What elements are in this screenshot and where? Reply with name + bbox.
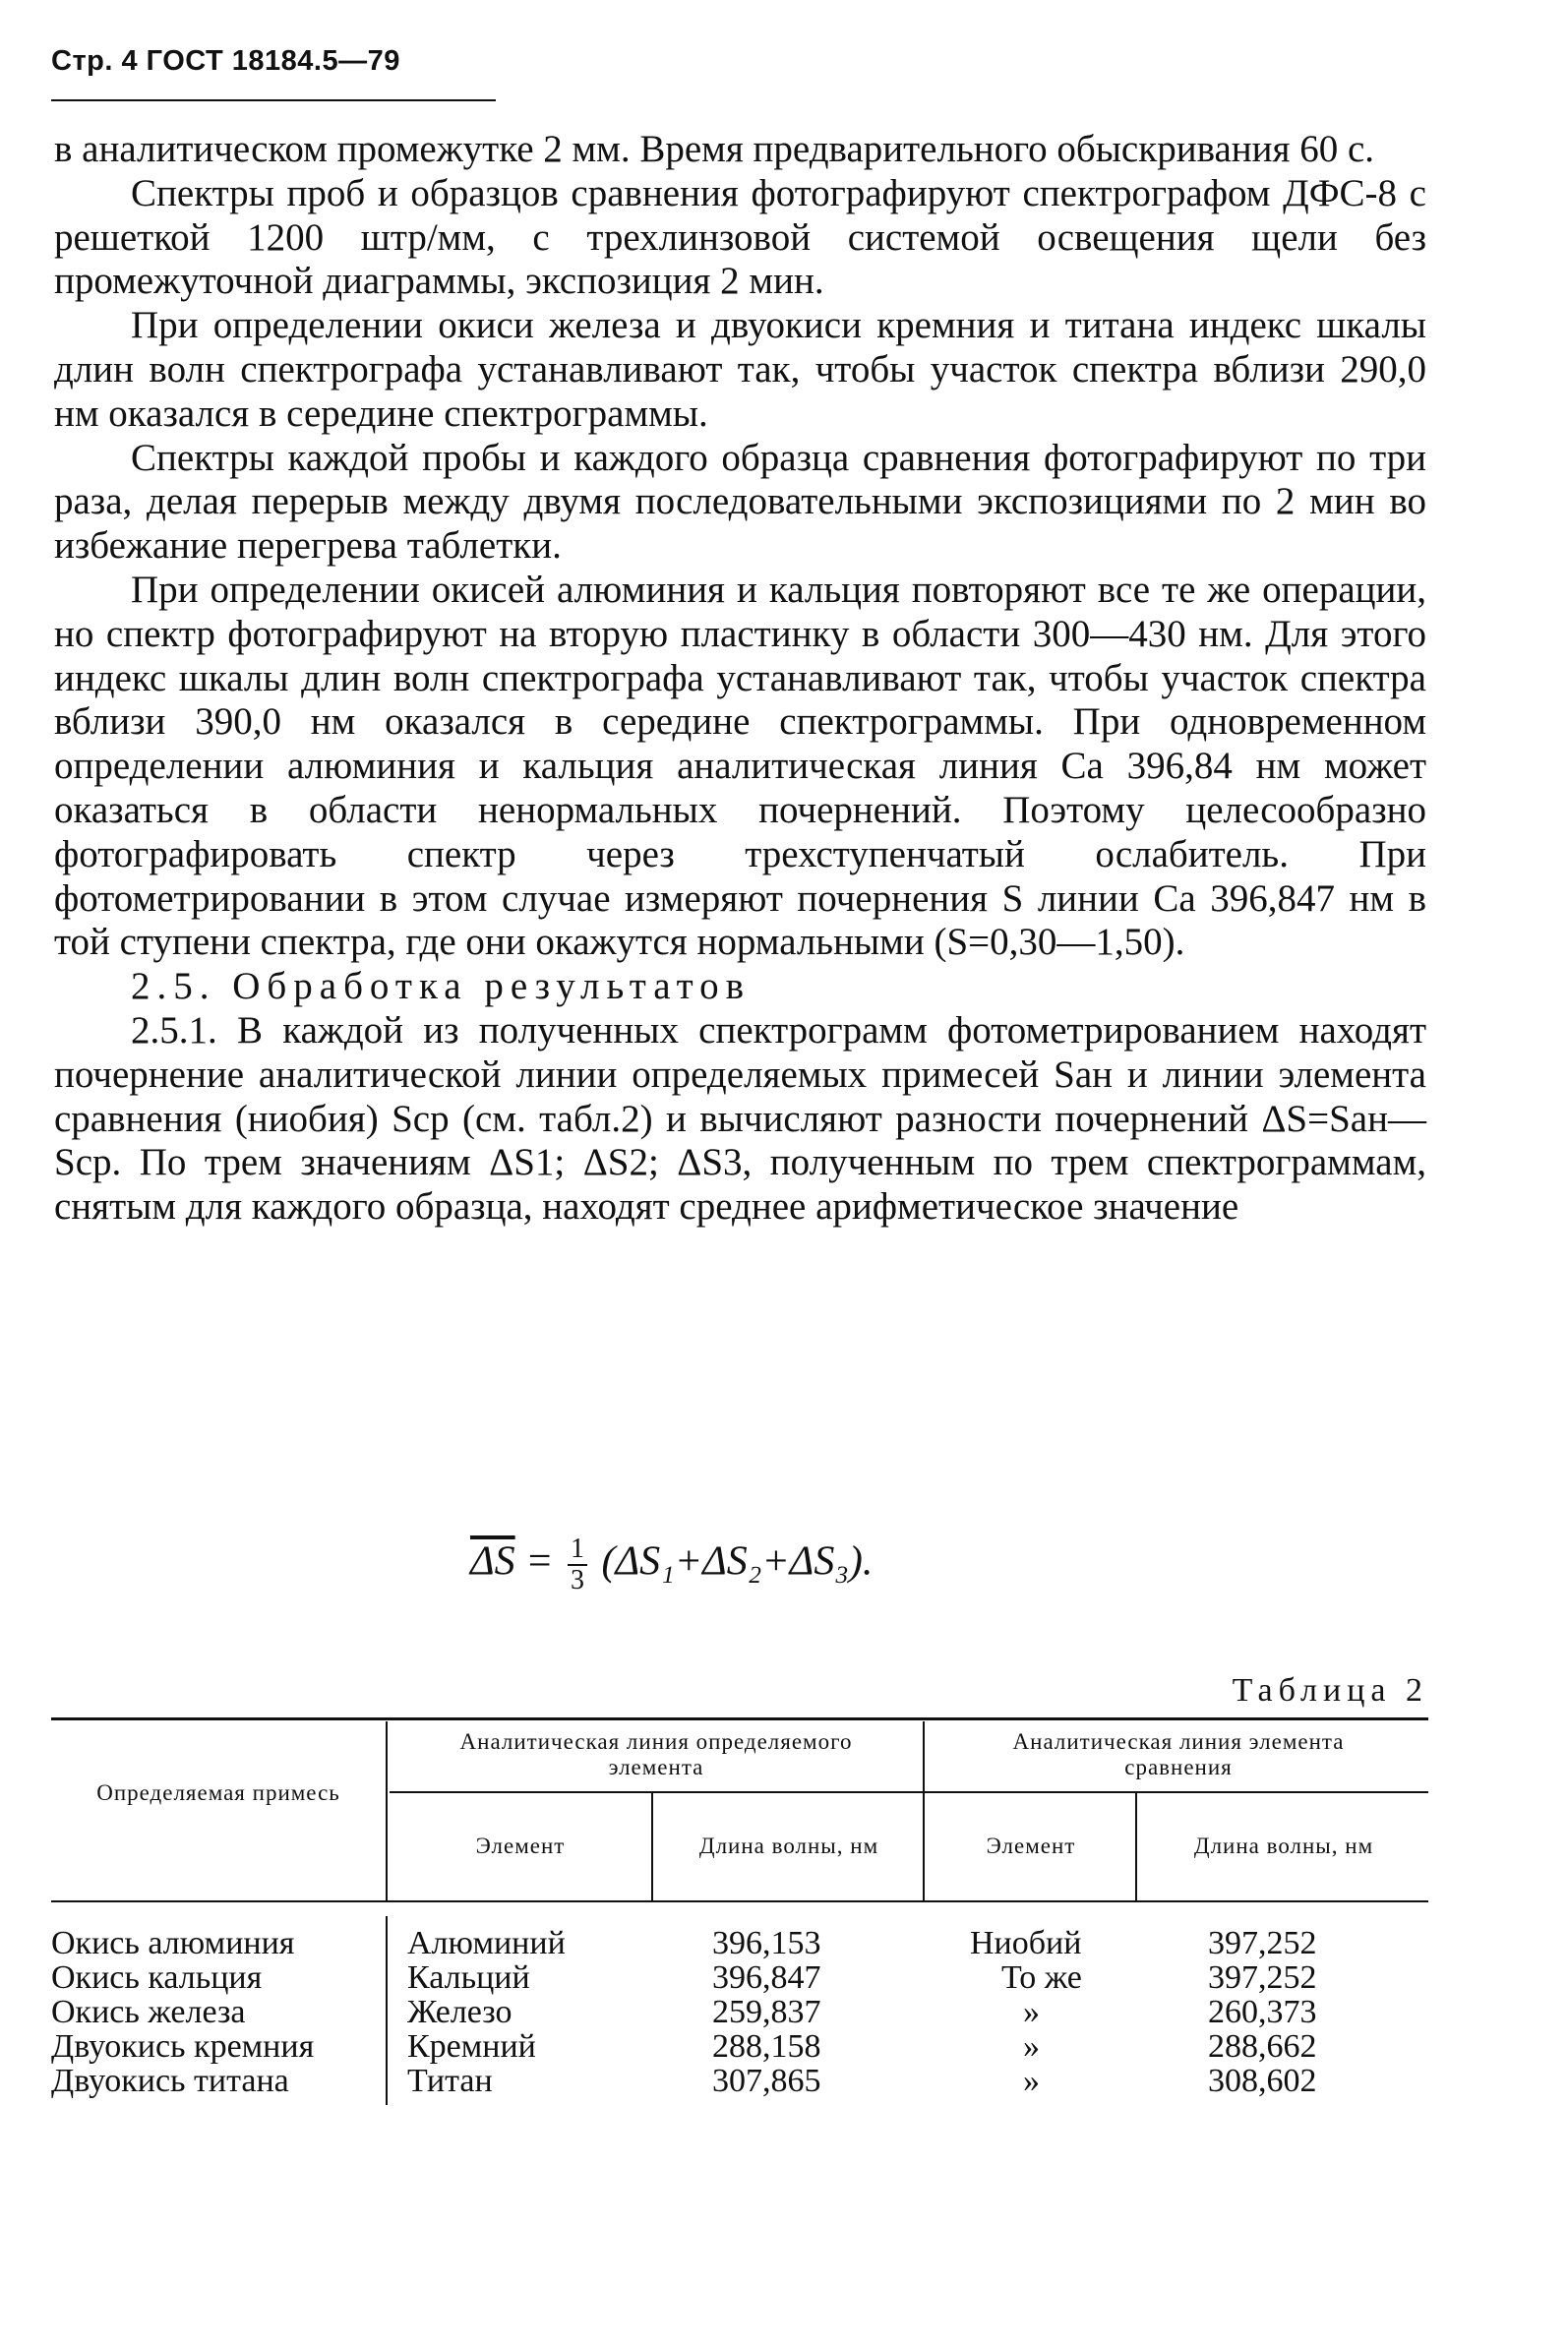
table-top-rule bbox=[51, 1717, 1428, 1720]
table-vrule-2 bbox=[651, 1792, 653, 1900]
mean-formula bbox=[470, 1534, 873, 1595]
table-vrule-4 bbox=[1135, 1792, 1137, 1900]
fraction-numerator: 1 bbox=[568, 1534, 587, 1566]
row2-ref-wavelength: 397,252 bbox=[1208, 1959, 1317, 1996]
header-rule bbox=[51, 99, 496, 101]
row4-wavelength: 288,158 bbox=[712, 2028, 821, 2065]
paragraph-7: 2.5.1. В каждой из полученных спектрограмм фотометрированием находят почернение аналитической линии определяемых примесей Sан и линии элемента сравнения (ниобия) Sср (см. табл.2) и вычисляют разности почернений ΔS=Sан—Sср. По трем значениям ΔS1; ΔS2; ΔS3, полученным по трем спектрограммам, снятым для каждого образца, находят среднее арифметическое значение bbox=[54, 1008, 1426, 1229]
row2-impurity: Окись кальция bbox=[51, 1959, 263, 1996]
table-subheader-rule bbox=[390, 1791, 1428, 1793]
row4-ref-element: » bbox=[1023, 2028, 1040, 2065]
row3-impurity: Окись железа bbox=[51, 1994, 246, 2030]
data-table bbox=[51, 1717, 1428, 2268]
row3-wavelength: 259,837 bbox=[712, 1994, 821, 2030]
row3-ref-wavelength: 260,373 bbox=[1208, 1994, 1317, 2030]
table-vrule-1 bbox=[386, 1721, 388, 1900]
paragraph-3: При определении окиси железа и двуокиси кремния и титана индекс шкалы длин волн спектрографа устанавливают так, чтобы участок спектра вблизи 290,0 нм оказался в середине спектрограммы. bbox=[54, 304, 1426, 435]
row3-element: Железо bbox=[407, 1994, 513, 2030]
row4-ref-wavelength: 288,662 bbox=[1208, 2028, 1317, 2065]
formula-lhs: $\overline{\Delta S}$ bbox=[470, 1538, 515, 1585]
row1-element: Алюминий bbox=[407, 1925, 566, 1961]
fraction-denominator: 3 bbox=[571, 1565, 584, 1595]
row5-element: Титан bbox=[407, 2063, 493, 2099]
formula-rhs: (ΔS₁+ΔS₂+ΔS₃). bbox=[601, 1538, 874, 1585]
row5-ref-element: » bbox=[1023, 2063, 1040, 2099]
formula-fraction bbox=[568, 1534, 587, 1595]
row4-impurity: Двуокись кремния bbox=[51, 2028, 315, 2065]
header-reference-group: Аналитическая линия элемента сравнения bbox=[1012, 1729, 1345, 1779]
page-header: Стр. 4 ГОСТ 18184.5—79 bbox=[51, 45, 400, 77]
paragraph-1: в аналитическом промежутке 2 мм. Время предварительного обыскривания 60 с. bbox=[54, 128, 1375, 170]
row3-ref-element: » bbox=[1023, 1994, 1040, 2030]
row1-impurity: Окись алюминия bbox=[51, 1925, 295, 1961]
table-header-bottom-rule bbox=[51, 1900, 1428, 1902]
header-impurity: Определяемая примесь bbox=[96, 1780, 340, 1805]
row5-wavelength: 307,865 bbox=[712, 2063, 821, 2099]
table-caption: Таблица 2 bbox=[1232, 1672, 1428, 1709]
row1-ref-element: Ниобий bbox=[970, 1925, 1082, 1961]
row2-ref-element: То же bbox=[1001, 1959, 1082, 1996]
row1-wavelength: 396,153 bbox=[712, 1925, 821, 1961]
paragraph-2: Спектры проб и образцов сравнения фотографируют спектрографом ДФС-8 с решеткой 1200 штр/мм, с трехлинзовой системой освещения щели без промежуточной диаграммы, экспозиция 2 мин. bbox=[54, 171, 1426, 303]
header-wavelength: Длина волны, нм bbox=[698, 1834, 879, 1858]
row2-wavelength: 396,847 bbox=[712, 1959, 821, 1996]
formula-equals: = bbox=[525, 1538, 554, 1585]
body-text bbox=[54, 128, 1426, 1230]
header-ref-element: Элемент bbox=[986, 1834, 1076, 1858]
header-ref-wavelength: Длина волны, нм bbox=[1193, 1834, 1374, 1858]
table-vrule-1-body bbox=[386, 1916, 388, 2105]
header-element: Элемент bbox=[475, 1834, 566, 1858]
paragraph-4: Спектры каждой пробы и каждого образца сравнения фотографируют по три раза, делая перерыв между двумя последовательными экспозициями по 2 мин во избежание перегрева таблетки. bbox=[54, 436, 1426, 568]
row4-element: Кремний bbox=[407, 2028, 536, 2065]
row2-element: Кальций bbox=[407, 1959, 530, 1996]
row1-ref-wavelength: 397,252 bbox=[1208, 1925, 1317, 1961]
table-vrule-3 bbox=[923, 1721, 925, 1900]
row5-impurity: Двуокись титана bbox=[51, 2063, 289, 2099]
row5-ref-wavelength: 308,602 bbox=[1208, 2063, 1317, 2099]
header-analytical-group: Аналитическая линия определяемого элемента bbox=[459, 1729, 853, 1779]
paragraph-5: При определении окисей алюминия и кальция повторяют все те же операции, но спектр фотографируют на вторую пластинку в области 300—430 нм. Для этого индекс шкалы длин волн спектрографа устанавливают так, чтобы участок спектра вблизи 390,0 нм оказался в середине спектрограммы. При одновременном определении алюминия и кальция аналитическая линия Ca 396,84 нм может оказаться в области ненормальных почернений. Поэтому целесообразно фотографировать спектр через трехступенчатый ослабитель. При фотометрировании в этом случае измеряют почернения S линии Ca 396,847 нм в той ступени спектра, где они окажутся нормальными (S=0,30—1,50). bbox=[54, 568, 1426, 964]
section-heading: 2.5. Обработка результатов bbox=[131, 965, 752, 1008]
